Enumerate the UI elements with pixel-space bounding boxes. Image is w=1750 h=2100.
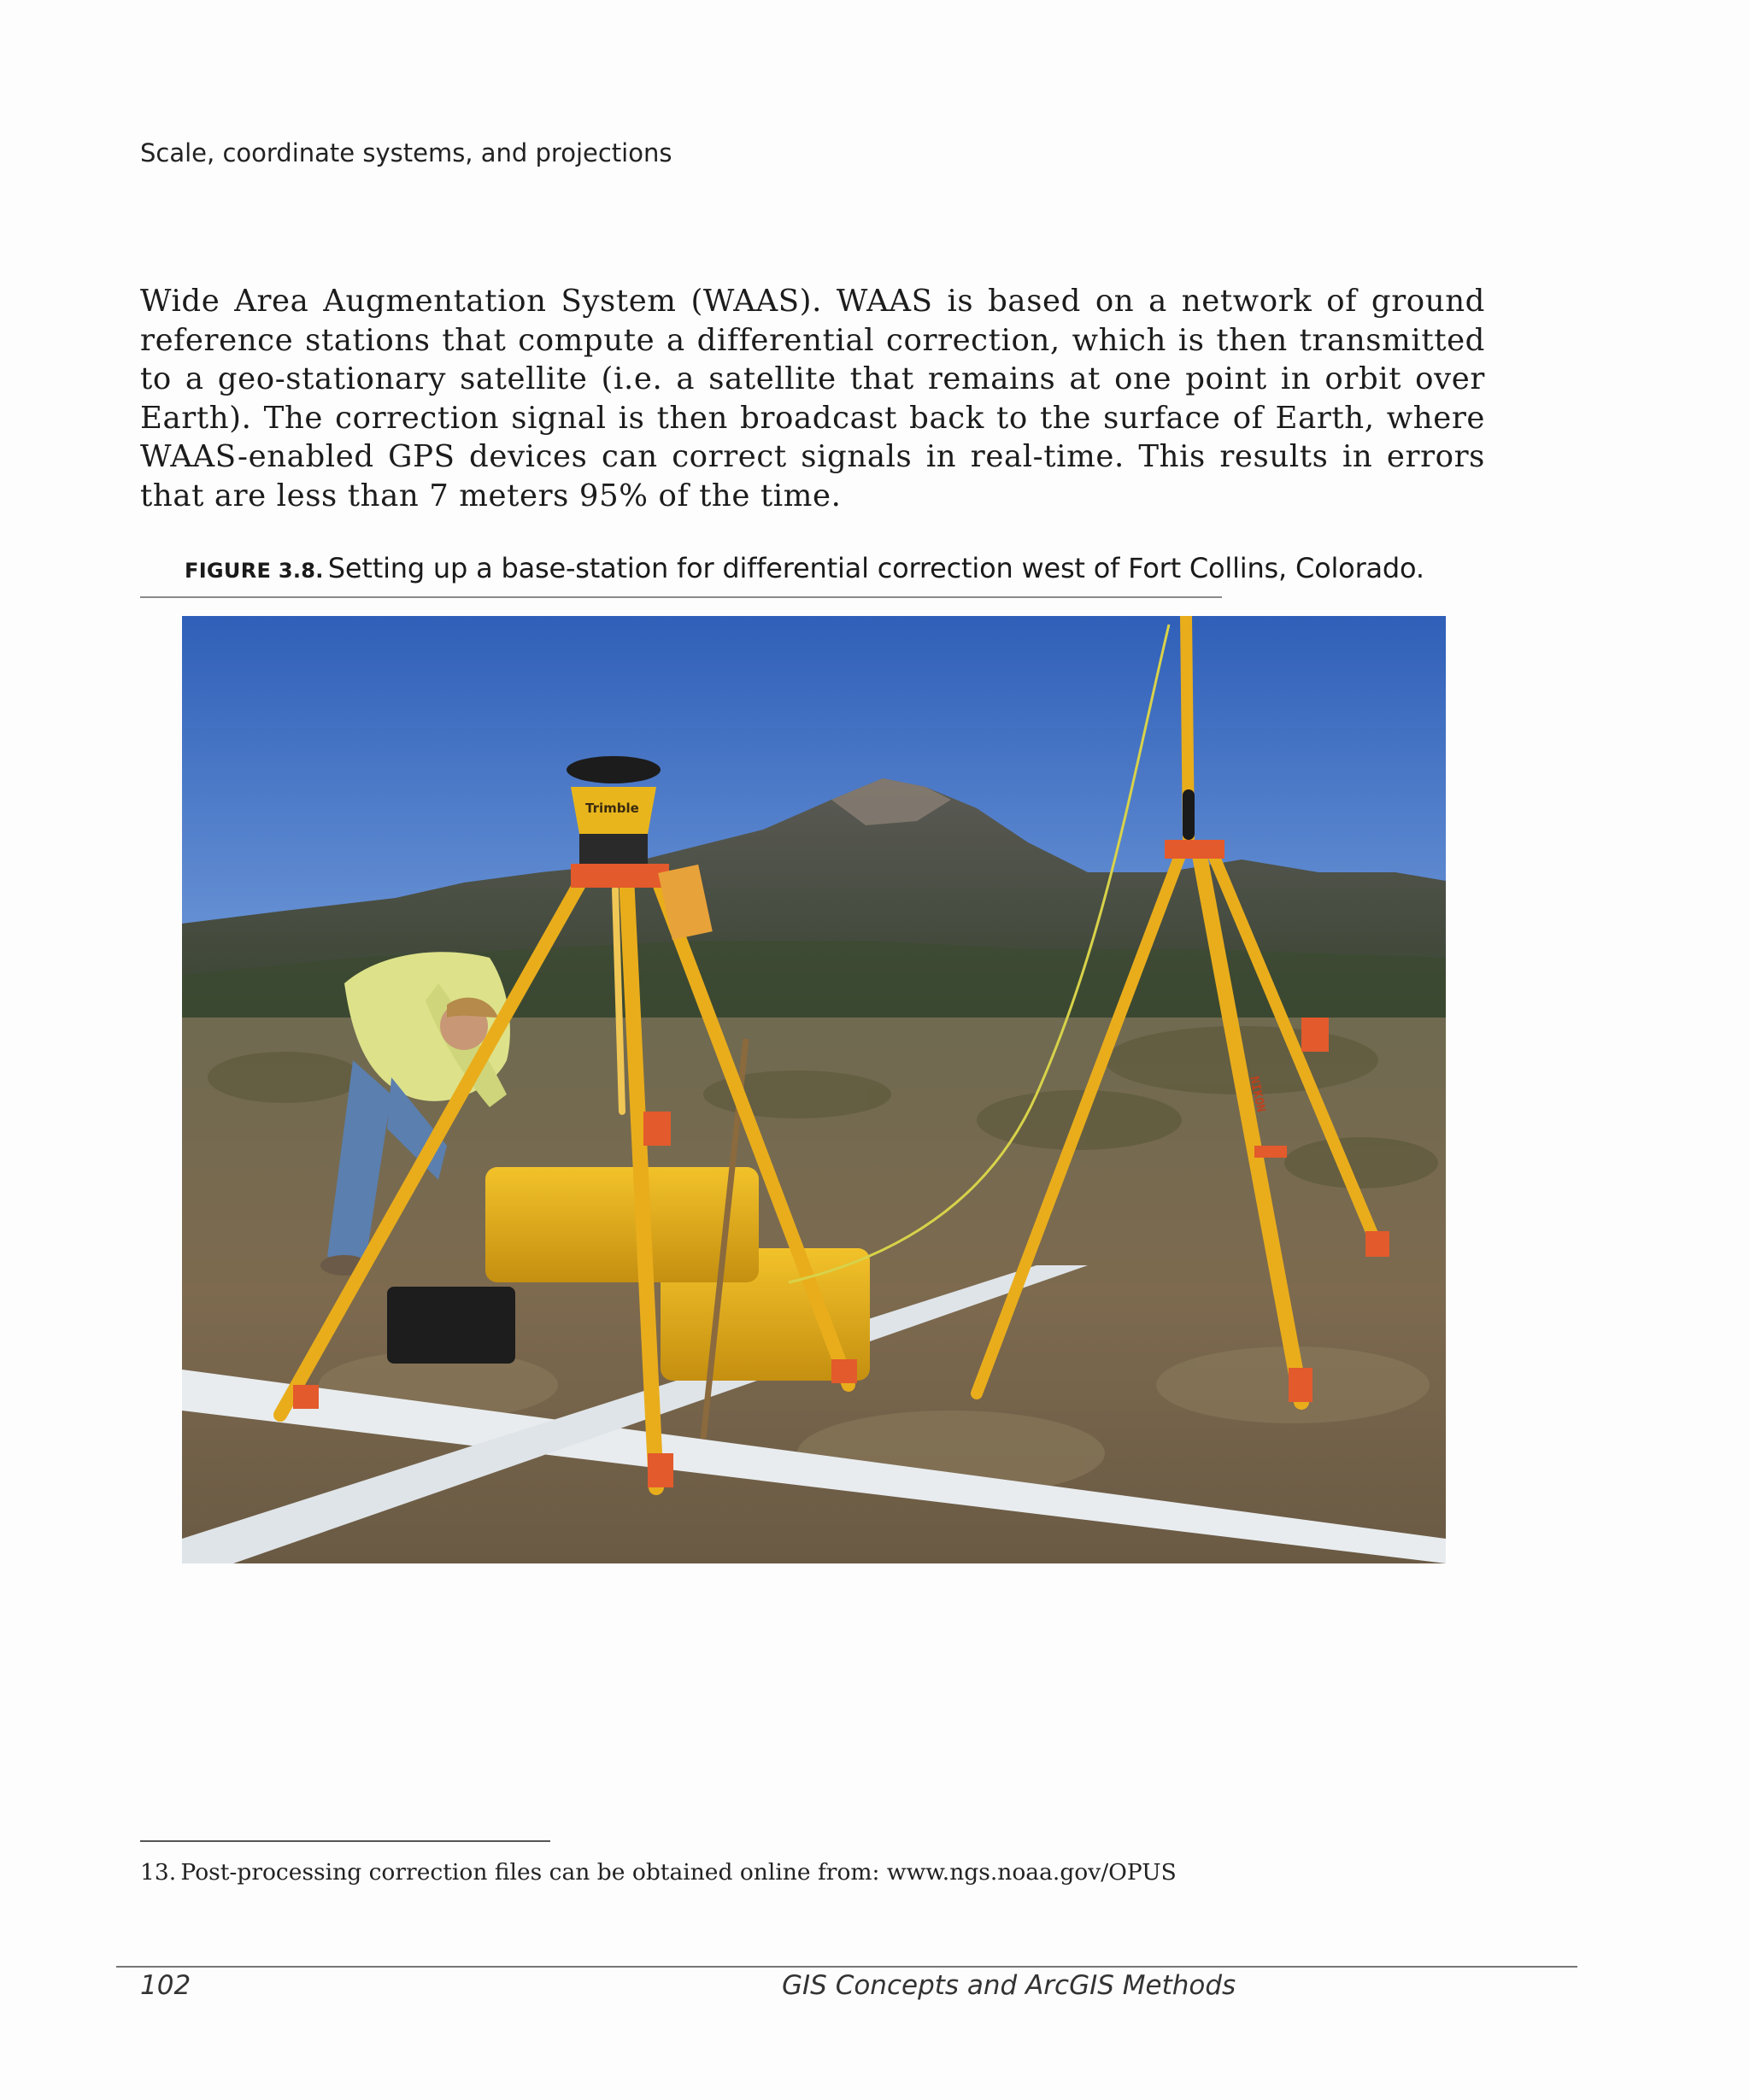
figure-photo [182, 616, 1446, 1563]
footer-rule [116, 1966, 1577, 1968]
equipment-case-2 [485, 1167, 759, 1282]
figure-caption [185, 552, 1424, 584]
figure-label: FIGURE 3.8. [185, 559, 324, 583]
footnote: 13. Post-processing correction files can be obtained online from: www.ngs.noaa.gov/OPUS [140, 1859, 1177, 1886]
caption-rule [140, 596, 1222, 598]
running-head: Scale, coordinate systems, and projections [140, 138, 672, 167]
tripod-brand-label: NIKON [1247, 1075, 1268, 1114]
page-number: 102 [140, 1970, 191, 2001]
survey-photo-illustration [182, 616, 1446, 1563]
figure-caption-text: Setting up a base-station for differential correction west of Fort Collins, Colorado. [327, 552, 1424, 584]
body-paragraph: Wide Area Augmentation System (WAAS). WAAS is based on a network of ground reference stations that compute a differential correction, which is then transmitted to a geo-stationary satellite (i.e. a satellite that remains at one point in orbit over Earth). The correction signal is then broadcast back to the surface of Earth, where WAAS-enabled GPS devices can correct signals in real-time. This results in errors that are less than 7 meters 95% of the time. [140, 284, 1485, 513]
receiver-brand-label: Trimble [585, 801, 639, 816]
book-title: GIS Concepts and ArcGIS Methods [782, 1970, 1236, 2001]
footnote-rule [140, 1840, 550, 1842]
